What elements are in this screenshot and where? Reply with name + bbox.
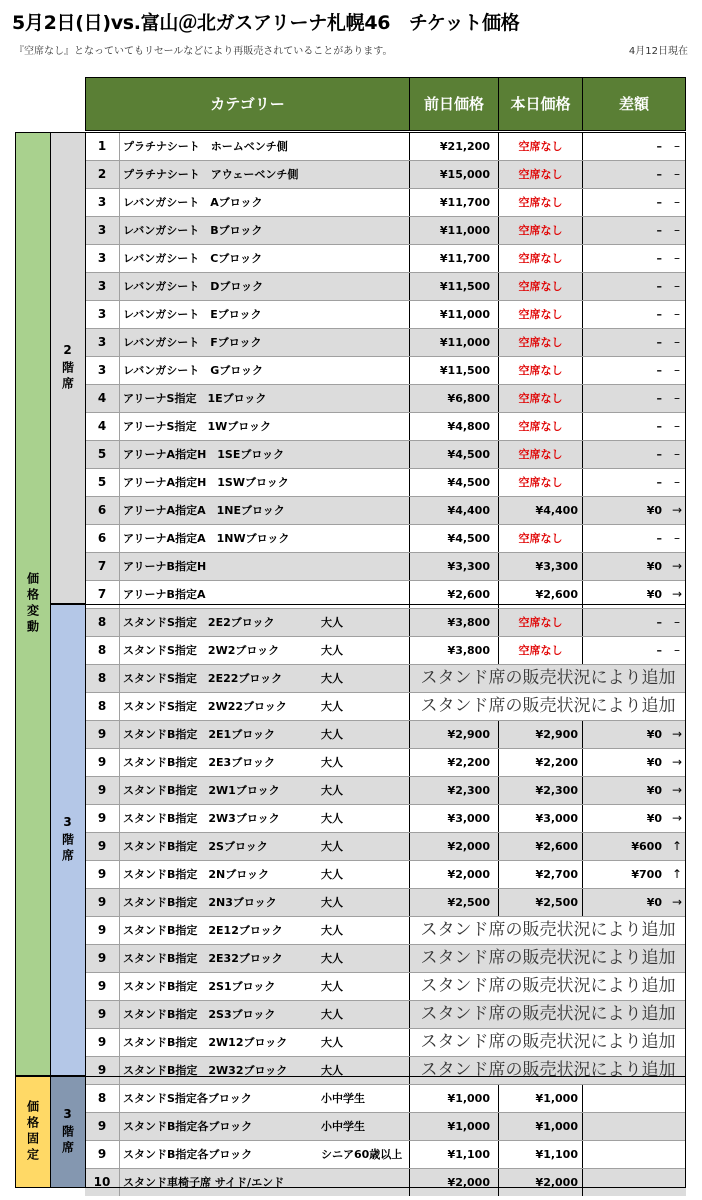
row-level: 9 (85, 889, 120, 916)
row-ticket-type (321, 301, 411, 328)
row-today-price: ¥2,900 (498, 721, 582, 748)
row-ticket-type (321, 553, 411, 580)
row-today-price: 空席なし (498, 329, 582, 356)
page-title: 5月2日(日)vs.富山＠北ガスアリーナ札幌46 チケット価格 (12, 12, 520, 34)
row-ticket-type (321, 413, 411, 440)
header-difference: 差額 (582, 78, 685, 130)
row-difference: – (582, 413, 668, 440)
table-row (85, 748, 686, 776)
row-difference: ¥0 (582, 497, 668, 524)
row-ticket-type: 大人 (321, 896, 343, 909)
row-added-message: スタンド席の販売状況により追加 (409, 665, 686, 692)
row-seat-name: スタンドB指定 2S3ブロック (123, 1008, 276, 1021)
row-ticket-type (321, 1169, 411, 1196)
row-trend-arrow: – (674, 419, 680, 433)
row-difference: – (582, 217, 668, 244)
row-seat-name: アリーナB指定A (123, 588, 206, 601)
row-difference (582, 1113, 668, 1140)
row-prev-price: ¥11,700 (409, 189, 494, 216)
row-ticket-type (321, 217, 411, 244)
row-ticket-type: 大人 (321, 1008, 343, 1021)
resale-note: 『空席なし』となっていてもリセールなどにより再販売されていることがあります。 (14, 46, 393, 57)
row-difference: – (582, 133, 668, 160)
row-level: 9 (85, 777, 120, 804)
floor-3-label: 3階席 (60, 815, 75, 865)
row-seat-name: レバンガシート Fブロック (123, 336, 262, 349)
row-today-price: 空席なし (498, 413, 582, 440)
row-today-price: ¥2,300 (498, 777, 582, 804)
table-row (85, 1084, 686, 1112)
row-level: 8 (85, 693, 120, 720)
table-row (85, 720, 686, 748)
row-seat-name: スタンドB指定 2E32ブロック (123, 952, 283, 965)
row-seat-name: アリーナB指定H (123, 560, 207, 573)
row-seat-name: レバンガシート Cブロック (123, 252, 263, 265)
row-level: 9 (85, 1057, 120, 1084)
row-ticket-type (321, 245, 411, 272)
table-row (85, 916, 686, 944)
floor-3-fixed-label: 3階席 (60, 1107, 75, 1157)
row-today-price: 空席なし (498, 133, 582, 160)
row-today-price: ¥2,200 (498, 749, 582, 776)
row-level: 9 (85, 833, 120, 860)
row-seat-name: スタンドB指定 2W12ブロック (123, 1036, 288, 1049)
row-ticket-type: 大人 (321, 644, 343, 657)
row-trend-arrow: → (671, 727, 683, 741)
row-seat-name: スタンドS指定各ブロック (123, 1092, 252, 1105)
row-seat-name: アリーナA指定H 1SEブロック (123, 448, 285, 461)
row-difference (582, 1169, 668, 1196)
row-seat-name: スタンドB指定各ブロック (123, 1148, 253, 1161)
row-prev-price: ¥4,500 (409, 525, 494, 552)
row-prev-price: ¥15,000 (409, 161, 494, 188)
row-seat-name: スタンドS指定 2W22ブロック (123, 700, 287, 713)
row-difference: – (582, 469, 668, 496)
row-ticket-type (321, 273, 411, 300)
row-prev-price: ¥1,100 (409, 1141, 494, 1168)
row-seat-name: アリーナA指定A 1NWブロック (123, 532, 290, 545)
row-seat-name: レバンガシート Eブロック (123, 308, 262, 321)
row-today-price: ¥2,500 (498, 889, 582, 916)
row-seat-name: スタンドB指定 2Sブロック (123, 840, 268, 853)
row-level: 9 (85, 917, 120, 944)
row-prev-price: ¥3,000 (409, 805, 494, 832)
row-seat-name: アリーナA指定H 1SWブロック (123, 476, 289, 489)
group-floor-2 (50, 132, 86, 604)
row-seat-name: スタンドB指定 2W32ブロック (123, 1064, 288, 1077)
row-added-message: スタンド席の販売状況により追加 (409, 917, 686, 944)
row-prev-price: ¥6,800 (409, 385, 494, 412)
row-level: 9 (85, 749, 120, 776)
row-level: 8 (85, 637, 120, 664)
table-row (85, 468, 686, 496)
table-row (85, 1140, 686, 1168)
row-difference: – (582, 637, 668, 664)
table-row (85, 272, 686, 300)
row-seat-name: スタンドS指定 2E22ブロック (123, 672, 283, 685)
table-row (85, 692, 686, 720)
table-row (85, 412, 686, 440)
row-level: 7 (85, 553, 120, 580)
row-trend-arrow (668, 1085, 686, 1112)
row-today-price: 空席なし (498, 189, 582, 216)
header-category: カテゴリー (210, 95, 285, 113)
table-row (85, 440, 686, 468)
row-seat-name: スタンド車椅子席 サイド/エンド (123, 1176, 285, 1189)
row-prev-price: ¥1,000 (409, 1085, 494, 1112)
row-trend-arrow: → (671, 811, 683, 825)
row-prev-price: ¥2,000 (409, 1169, 494, 1196)
row-level: 3 (85, 245, 120, 272)
table-row (85, 356, 686, 384)
row-seat-name: スタンドB指定各ブロック (123, 1120, 253, 1133)
row-difference: – (582, 441, 668, 468)
row-today-price: 空席なし (498, 273, 582, 300)
row-trend-arrow: – (674, 279, 680, 293)
row-prev-price: ¥11,500 (409, 357, 494, 384)
row-level: 2 (85, 161, 120, 188)
row-difference: – (582, 357, 668, 384)
table-row (85, 384, 686, 412)
row-prev-price: ¥2,500 (409, 889, 494, 916)
row-level: 9 (85, 861, 120, 888)
row-trend-arrow: → (671, 783, 683, 797)
row-level: 9 (85, 721, 120, 748)
table-row (85, 1028, 686, 1056)
row-added-message: スタンド席の販売状況により追加 (409, 693, 686, 720)
row-ticket-type (321, 385, 411, 412)
table-row (85, 1000, 686, 1028)
row-added-message: スタンド席の販売状況により追加 (409, 1057, 686, 1084)
row-today-price: ¥1,000 (498, 1113, 582, 1140)
group-variable-price (15, 132, 51, 1076)
row-trend-arrow: ↑ (671, 839, 683, 853)
row-today-price: ¥3,300 (498, 553, 582, 580)
row-seat-name: スタンドB指定 2E12ブロック (123, 924, 283, 937)
row-trend-arrow: – (674, 251, 680, 265)
row-level: 9 (85, 1141, 120, 1168)
row-difference: ¥0 (582, 581, 668, 608)
row-ticket-type: 小中学生 (321, 1120, 365, 1133)
row-ticket-type (321, 441, 411, 468)
row-ticket-type (321, 525, 411, 552)
row-today-price: ¥2,600 (498, 581, 582, 608)
row-prev-price: ¥4,500 (409, 469, 494, 496)
group-floor-3 (50, 604, 86, 1076)
row-seat-name: スタンドS指定 2E2ブロック (123, 616, 275, 629)
row-difference: ¥700 (582, 861, 668, 888)
row-trend-arrow: – (674, 335, 680, 349)
row-trend-arrow: – (674, 167, 680, 181)
row-trend-arrow: – (674, 139, 680, 153)
row-level: 9 (85, 1113, 120, 1140)
row-difference (582, 1141, 668, 1168)
row-seat-name: スタンドB指定 2N3ブロック (123, 896, 277, 909)
row-today-price: ¥2,000 (498, 1169, 582, 1196)
table-row (85, 132, 686, 160)
row-added-message: スタンド席の販売状況により追加 (409, 945, 686, 972)
row-trend-arrow: – (674, 363, 680, 377)
row-ticket-type (321, 133, 411, 160)
table-row (85, 860, 686, 888)
row-ticket-type: 大人 (321, 756, 343, 769)
table-row (85, 776, 686, 804)
row-today-price: 空席なし (498, 609, 582, 636)
floor-2-label: 2階席 (60, 343, 75, 393)
row-trend-arrow: – (674, 643, 680, 657)
row-level: 9 (85, 1029, 120, 1056)
row-level: 3 (85, 217, 120, 244)
row-prev-price: ¥11,700 (409, 245, 494, 272)
row-level: 5 (85, 469, 120, 496)
row-trend-arrow: → (671, 559, 683, 573)
row-trend-arrow (668, 1113, 686, 1140)
row-today-price: 空席なし (498, 637, 582, 664)
row-prev-price: ¥1,000 (409, 1113, 494, 1140)
row-ticket-type (321, 357, 411, 384)
row-seat-name: スタンドB指定 2Nブロック (123, 868, 270, 881)
row-trend-arrow: → (671, 503, 683, 517)
row-level: 8 (85, 1085, 120, 1112)
row-prev-price: ¥21,200 (409, 133, 494, 160)
row-today-price: ¥1,000 (498, 1085, 582, 1112)
row-level: 1 (85, 133, 120, 160)
row-difference: ¥0 (582, 805, 668, 832)
row-ticket-type: 大人 (321, 672, 343, 685)
row-today-price: ¥2,700 (498, 861, 582, 888)
row-ticket-type: 小中学生 (321, 1092, 365, 1105)
table-row (85, 636, 686, 664)
group-fixed-price (15, 1076, 51, 1188)
row-ticket-type: 大人 (321, 1036, 343, 1049)
table-row (85, 328, 686, 356)
row-level: 7 (85, 581, 120, 608)
row-level: 9 (85, 945, 120, 972)
row-prev-price: ¥4,800 (409, 413, 494, 440)
group-fixed-label: 価格固定 (25, 1100, 40, 1164)
row-trend-arrow: – (674, 307, 680, 321)
as-of-date: 4月12日現在 (628, 46, 688, 57)
row-trend-arrow: – (674, 195, 680, 209)
row-prev-price: ¥2,000 (409, 861, 494, 888)
row-prev-price: ¥11,000 (409, 301, 494, 328)
row-level: 3 (85, 329, 120, 356)
row-today-price: ¥1,100 (498, 1141, 582, 1168)
table-header (85, 77, 686, 131)
row-level: 4 (85, 385, 120, 412)
row-seat-name: レバンガシート Gブロック (123, 364, 264, 377)
table-row (85, 524, 686, 552)
row-level: 8 (85, 665, 120, 692)
row-seat-name: アリーナS指定 1Eブロック (123, 392, 267, 405)
row-prev-price: ¥11,500 (409, 273, 494, 300)
row-prev-price: ¥2,900 (409, 721, 494, 748)
row-level: 5 (85, 441, 120, 468)
row-ticket-type: 大人 (321, 840, 343, 853)
row-ticket-type (321, 189, 411, 216)
table-row (85, 1056, 686, 1084)
row-today-price: ¥2,600 (498, 833, 582, 860)
table-row (85, 1112, 686, 1140)
row-difference: ¥0 (582, 749, 668, 776)
row-trend-arrow: – (674, 447, 680, 461)
row-ticket-type (321, 581, 411, 608)
row-seat-name: レバンガシート Aブロック (123, 196, 263, 209)
table-row (85, 580, 686, 608)
row-ticket-type: 大人 (321, 868, 343, 881)
row-prev-price: ¥2,600 (409, 581, 494, 608)
row-today-price: ¥3,000 (498, 805, 582, 832)
row-trend-arrow: – (674, 615, 680, 629)
row-difference: – (582, 609, 668, 636)
table-row (85, 804, 686, 832)
row-prev-price: ¥4,400 (409, 497, 494, 524)
row-seat-name: レバンガシート Bブロック (123, 224, 263, 237)
row-seat-name: スタンドB指定 2E1ブロック (123, 728, 275, 741)
row-level: 6 (85, 497, 120, 524)
row-prev-price: ¥3,300 (409, 553, 494, 580)
row-prev-price: ¥3,800 (409, 637, 494, 664)
row-difference: – (582, 273, 668, 300)
row-ticket-type: 大人 (321, 1064, 343, 1077)
row-added-message: スタンド席の販売状況により追加 (409, 973, 686, 1000)
row-seat-name: スタンドB指定 2E3ブロック (123, 756, 275, 769)
row-difference: ¥0 (582, 553, 668, 580)
row-difference: – (582, 329, 668, 356)
table-row (85, 244, 686, 272)
row-difference: – (582, 189, 668, 216)
table-row (85, 972, 686, 1000)
row-level: 6 (85, 525, 120, 552)
header-prev-price: 前日価格 (409, 78, 498, 130)
row-ticket-type: 大人 (321, 700, 343, 713)
row-prev-price: ¥2,200 (409, 749, 494, 776)
row-trend-arrow: → (671, 895, 683, 909)
row-level: 3 (85, 301, 120, 328)
row-level: 4 (85, 413, 120, 440)
row-ticket-type (321, 469, 411, 496)
row-level: 9 (85, 973, 120, 1000)
row-difference: – (582, 161, 668, 188)
table-row (85, 188, 686, 216)
row-level: 9 (85, 805, 120, 832)
row-difference: – (582, 301, 668, 328)
row-ticket-type: 大人 (321, 952, 343, 965)
row-difference: – (582, 245, 668, 272)
row-level: 10 (85, 1169, 120, 1196)
table-row (85, 832, 686, 860)
row-difference: – (582, 525, 668, 552)
row-ticket-type: 大人 (321, 728, 343, 741)
row-trend-arrow (668, 1169, 686, 1196)
row-today-price: 空席なし (498, 161, 582, 188)
row-level: 3 (85, 357, 120, 384)
group-variable-label: 価格変動 (25, 572, 40, 636)
row-today-price: 空席なし (498, 469, 582, 496)
row-ticket-type: 大人 (321, 784, 343, 797)
row-difference: ¥600 (582, 833, 668, 860)
row-difference: ¥0 (582, 721, 668, 748)
row-seat-name: スタンドB指定 2W1ブロック (123, 784, 280, 797)
row-trend-arrow: – (674, 391, 680, 405)
row-trend-arrow: → (671, 587, 683, 601)
group-floor-3-fixed (50, 1076, 86, 1188)
row-today-price: 空席なし (498, 357, 582, 384)
row-ticket-type (321, 497, 411, 524)
table-row (85, 944, 686, 972)
row-trend-arrow: – (674, 223, 680, 237)
table-row (85, 496, 686, 524)
row-trend-arrow: ↑ (671, 867, 683, 881)
row-level: 3 (85, 189, 120, 216)
row-seat-name: スタンドS指定 2W2ブロック (123, 644, 280, 657)
row-today-price: ¥4,400 (498, 497, 582, 524)
row-added-message: スタンド席の販売状況により追加 (409, 1029, 686, 1056)
table-row (85, 216, 686, 244)
row-seat-name: アリーナA指定A 1NEブロック (123, 504, 285, 517)
row-prev-price: ¥11,000 (409, 329, 494, 356)
row-seat-name: アリーナS指定 1Wブロック (123, 420, 272, 433)
row-prev-price: ¥11,000 (409, 217, 494, 244)
row-today-price: 空席なし (498, 525, 582, 552)
row-difference (582, 1085, 668, 1112)
row-difference: ¥0 (582, 889, 668, 916)
row-prev-price: ¥2,300 (409, 777, 494, 804)
row-ticket-type: 大人 (321, 924, 343, 937)
row-trend-arrow: – (674, 475, 680, 489)
row-today-price: 空席なし (498, 245, 582, 272)
row-prev-price: ¥3,800 (409, 609, 494, 636)
row-seat-name: レバンガシート Dブロック (123, 280, 264, 293)
row-added-message: スタンド席の販売状況により追加 (409, 1001, 686, 1028)
row-trend-arrow (668, 1141, 686, 1168)
row-today-price: 空席なし (498, 301, 582, 328)
table-row (85, 608, 686, 636)
table-row (85, 888, 686, 916)
row-ticket-type: シニア60歳以上 (321, 1148, 403, 1161)
table-row (85, 160, 686, 188)
table-row (85, 552, 686, 580)
row-level: 8 (85, 609, 120, 636)
row-level: 9 (85, 1001, 120, 1028)
header-today-price: 本日価格 (498, 78, 582, 130)
row-level: 3 (85, 273, 120, 300)
row-ticket-type (321, 161, 411, 188)
row-difference: ¥0 (582, 777, 668, 804)
row-trend-arrow: → (671, 755, 683, 769)
row-today-price: 空席なし (498, 217, 582, 244)
row-ticket-type (321, 329, 411, 356)
row-ticket-type: 大人 (321, 616, 343, 629)
row-ticket-type: 大人 (321, 980, 343, 993)
row-seat-name: プラチナシート アウェーベンチ側 (123, 168, 299, 181)
row-today-price: 空席なし (498, 441, 582, 468)
row-difference: – (582, 385, 668, 412)
row-prev-price: ¥2,000 (409, 833, 494, 860)
row-seat-name: スタンドB指定 2S1ブロック (123, 980, 276, 993)
table-row (85, 300, 686, 328)
row-seat-name: スタンドB指定 2W3ブロック (123, 812, 280, 825)
row-trend-arrow: – (674, 531, 680, 545)
table-row (85, 1168, 686, 1196)
row-ticket-type: 大人 (321, 812, 343, 825)
row-today-price: 空席なし (498, 385, 582, 412)
row-seat-name: プラチナシート ホームベンチ側 (123, 140, 288, 153)
table-row (85, 664, 686, 692)
row-prev-price: ¥4,500 (409, 441, 494, 468)
